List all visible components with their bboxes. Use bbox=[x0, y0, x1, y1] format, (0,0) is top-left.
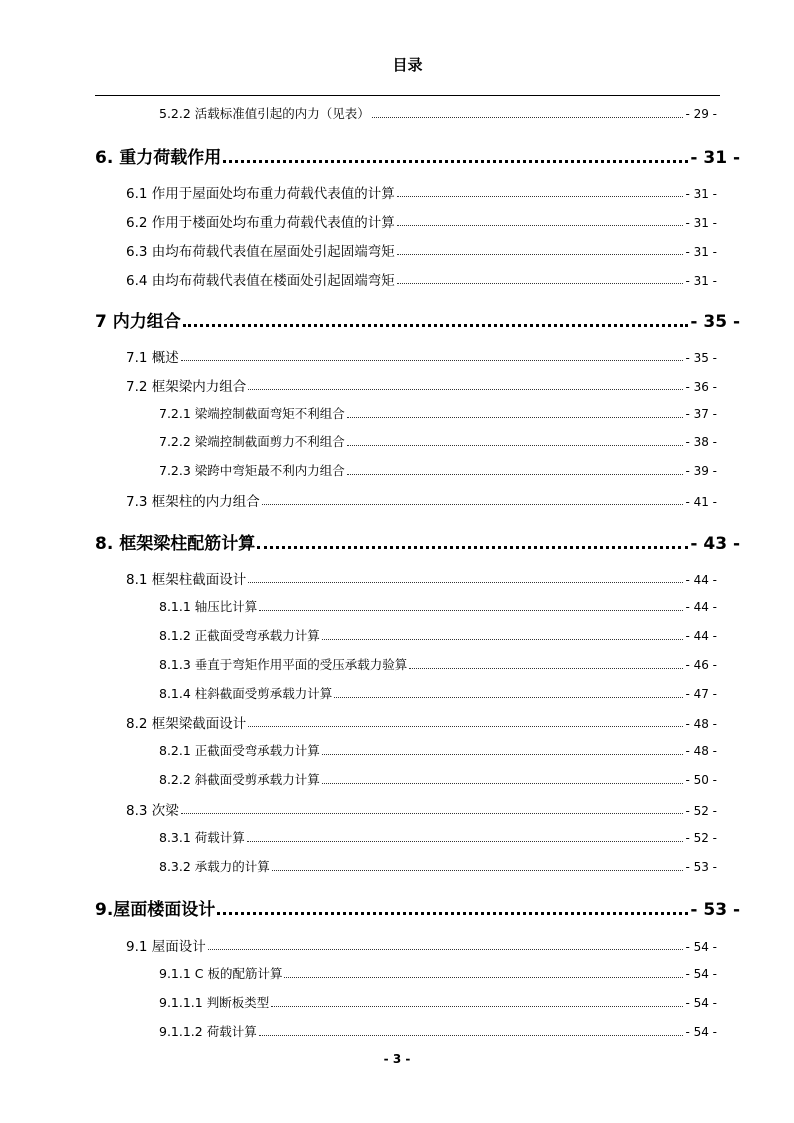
toc-entry-label: 9.1.1.2 荷载计算 bbox=[159, 1024, 257, 1039]
dot-leader bbox=[217, 912, 688, 915]
toc-entry-label: 7.2.1 梁端控制截面弯矩不利组合 bbox=[159, 406, 345, 421]
dot-leader bbox=[347, 474, 684, 475]
toc-entry-label: 8.2 框架梁截面设计 bbox=[126, 716, 247, 732]
toc-entry[interactable] bbox=[159, 828, 717, 846]
toc-entry[interactable] bbox=[159, 597, 717, 615]
toc-entry[interactable] bbox=[159, 461, 717, 479]
dot-leader bbox=[248, 726, 683, 727]
toc-entry[interactable] bbox=[159, 857, 717, 875]
toc-entry-page: - 37 - bbox=[685, 407, 717, 421]
toc-entry[interactable] bbox=[159, 684, 717, 702]
dot-leader bbox=[271, 1006, 683, 1007]
toc-entry[interactable] bbox=[126, 240, 717, 260]
toc-entry-label: 6.3 由均布荷载代表值在屋面处引起固端弯矩 bbox=[126, 244, 395, 260]
toc-entry-page: - 31 - bbox=[685, 274, 717, 288]
toc-entry[interactable] bbox=[159, 964, 717, 982]
toc-entry-page: - 31 - bbox=[685, 187, 717, 201]
toc-entry-label: 8.3.1 荷载计算 bbox=[159, 830, 245, 845]
toc-entry[interactable] bbox=[126, 490, 717, 510]
dot-leader bbox=[322, 754, 684, 755]
toc-entry-page: - 44 - bbox=[685, 600, 717, 614]
toc-chapter-label: 8. 框架梁柱配筋计算 bbox=[95, 534, 256, 554]
toc-entry-page: - 35 - bbox=[685, 351, 717, 365]
toc-entry-page: - 54 - bbox=[685, 967, 717, 981]
dot-leader bbox=[183, 324, 689, 327]
toc-entry-page: - 41 - bbox=[685, 495, 717, 509]
toc-entry-label: 8.3 次梁 bbox=[126, 803, 179, 819]
toc-entry-page: - 48 - bbox=[685, 717, 717, 731]
toc-entry-label: 7.2 框架梁内力组合 bbox=[126, 379, 247, 395]
toc-chapter[interactable] bbox=[95, 529, 740, 554]
dot-leader bbox=[334, 697, 683, 698]
toc-entry-label: 6.2 作用于楼面处均布重力荷载代表值的计算 bbox=[126, 215, 395, 231]
toc-entry[interactable] bbox=[159, 626, 717, 644]
toc-entry-label: 8.1.4 柱斜截面受剪承载力计算 bbox=[159, 686, 333, 701]
toc-entry-label: 9.1.1 C 板的配筋计算 bbox=[159, 966, 283, 981]
dot-leader bbox=[397, 196, 684, 197]
toc-entry-page: - 36 - bbox=[685, 380, 717, 394]
toc-entry-label: 8.2.2 斜截面受剪承载力计算 bbox=[159, 772, 320, 787]
dot-leader bbox=[181, 360, 684, 361]
toc-entry-label: 6.1 作用于屋面处均布重力荷载代表值的计算 bbox=[126, 186, 395, 202]
toc-entry[interactable] bbox=[126, 269, 717, 289]
toc-entry-page: - 52 - bbox=[685, 804, 717, 818]
toc-entry-label: 8.1 框架柱截面设计 bbox=[126, 572, 247, 588]
dot-leader bbox=[181, 813, 684, 814]
toc-entry[interactable] bbox=[159, 1022, 717, 1040]
toc-entry[interactable] bbox=[126, 182, 717, 202]
toc-entry-page: - 47 - bbox=[685, 687, 717, 701]
toc-chapter-label: 6. 重力荷载作用 bbox=[95, 148, 222, 168]
toc-entry-label: 9.1 屋面设计 bbox=[126, 939, 206, 955]
dot-leader bbox=[397, 225, 684, 226]
dot-leader bbox=[347, 445, 684, 446]
toc-entry[interactable] bbox=[126, 346, 717, 366]
toc-chapter-page: - 43 - bbox=[690, 534, 740, 554]
toc-entry-page: - 54 - bbox=[685, 1025, 717, 1039]
toc-entry[interactable] bbox=[159, 432, 717, 450]
toc-entry-label: 9.1.1.1 判断板类型 bbox=[159, 995, 270, 1010]
toc-entry-label: 7.2.2 梁端控制截面剪力不利组合 bbox=[159, 434, 345, 449]
toc-entry-label: 8.1.1 轴压比计算 bbox=[159, 599, 258, 614]
toc-chapter-page: - 35 - bbox=[690, 312, 740, 332]
toc-entry-page: - 44 - bbox=[685, 629, 717, 643]
dot-leader bbox=[248, 389, 683, 390]
toc-chapter-label: 7 内力组合 bbox=[95, 312, 181, 332]
dot-leader bbox=[248, 582, 683, 583]
dot-leader bbox=[372, 117, 684, 118]
toc-entry-label: 8.2.1 正截面受弯承载力计算 bbox=[159, 743, 320, 758]
toc-entry-label: 7.1 概述 bbox=[126, 350, 179, 366]
toc-chapter-page: - 31 - bbox=[690, 148, 740, 168]
toc-entry-page: - 39 - bbox=[685, 464, 717, 478]
toc-entry-label: 8.3.2 承载力的计算 bbox=[159, 859, 270, 874]
toc-entry-page: - 54 - bbox=[685, 996, 717, 1010]
dot-leader bbox=[397, 283, 684, 284]
toc-entry-label: 7.2.3 梁跨中弯矩最不利内力组合 bbox=[159, 463, 345, 478]
toc-entry[interactable] bbox=[126, 935, 717, 955]
dot-leader bbox=[272, 870, 684, 871]
toc-entry[interactable] bbox=[126, 568, 717, 588]
toc-chapter-page: - 53 - bbox=[690, 900, 740, 920]
toc-entry[interactable] bbox=[159, 655, 717, 673]
dot-leader bbox=[259, 610, 683, 611]
toc-entry[interactable] bbox=[159, 104, 717, 122]
toc-entry-label: 7.3 框架柱的内力组合 bbox=[126, 494, 260, 510]
dot-leader bbox=[409, 668, 683, 669]
toc-chapter[interactable] bbox=[95, 143, 740, 168]
toc-entry[interactable] bbox=[126, 375, 717, 395]
dot-leader bbox=[347, 417, 684, 418]
dot-leader bbox=[397, 254, 684, 255]
dot-leader bbox=[284, 977, 683, 978]
toc-entry-page: - 31 - bbox=[685, 245, 717, 259]
page-number: - 3 - bbox=[383, 1052, 411, 1066]
toc-entry-page: - 53 - bbox=[685, 860, 717, 874]
toc-entry-page: - 54 - bbox=[685, 940, 717, 954]
toc-entry-page: - 44 - bbox=[685, 573, 717, 587]
toc-entry-page: - 46 - bbox=[685, 658, 717, 672]
dot-leader bbox=[322, 783, 684, 784]
toc-entry[interactable] bbox=[159, 741, 717, 759]
toc-entry-label: 6.4 由均布荷载代表值在楼面处引起固端弯矩 bbox=[126, 273, 395, 289]
toc-chapter[interactable] bbox=[95, 307, 740, 332]
page-header-title: 目录 bbox=[392, 56, 423, 74]
header-divider bbox=[95, 95, 720, 96]
toc-entry-page: - 38 - bbox=[685, 435, 717, 449]
dot-leader bbox=[257, 546, 688, 549]
dot-leader bbox=[262, 504, 684, 505]
toc-entry[interactable] bbox=[126, 211, 717, 231]
toc-entry-label: 8.1.3 垂直于弯矩作用平面的受压承载力验算 bbox=[159, 657, 408, 672]
toc-entry-page: - 52 - bbox=[685, 831, 717, 845]
toc-entry-page: - 48 - bbox=[685, 744, 717, 758]
toc-entry[interactable] bbox=[159, 770, 717, 788]
toc-chapter[interactable] bbox=[95, 895, 740, 920]
toc-entry[interactable] bbox=[126, 799, 717, 819]
toc-entry[interactable] bbox=[159, 404, 717, 422]
dot-leader bbox=[223, 160, 688, 163]
toc-entry[interactable] bbox=[159, 993, 717, 1011]
toc-chapter-label: 9.屋面楼面设计 bbox=[95, 900, 216, 920]
toc-entry-label: 5.2.2 活载标准值引起的内力（见表） bbox=[159, 106, 370, 121]
toc-entry[interactable] bbox=[126, 712, 717, 732]
toc-entry-page: - 31 - bbox=[685, 216, 717, 230]
toc-entry-label: 8.1.2 正截面受弯承载力计算 bbox=[159, 628, 320, 643]
toc-entry-page: - 50 - bbox=[685, 773, 717, 787]
dot-leader bbox=[322, 639, 684, 640]
dot-leader bbox=[247, 841, 684, 842]
toc-entry-page: - 29 - bbox=[685, 107, 717, 121]
dot-leader bbox=[259, 1035, 684, 1036]
dot-leader bbox=[208, 949, 684, 950]
